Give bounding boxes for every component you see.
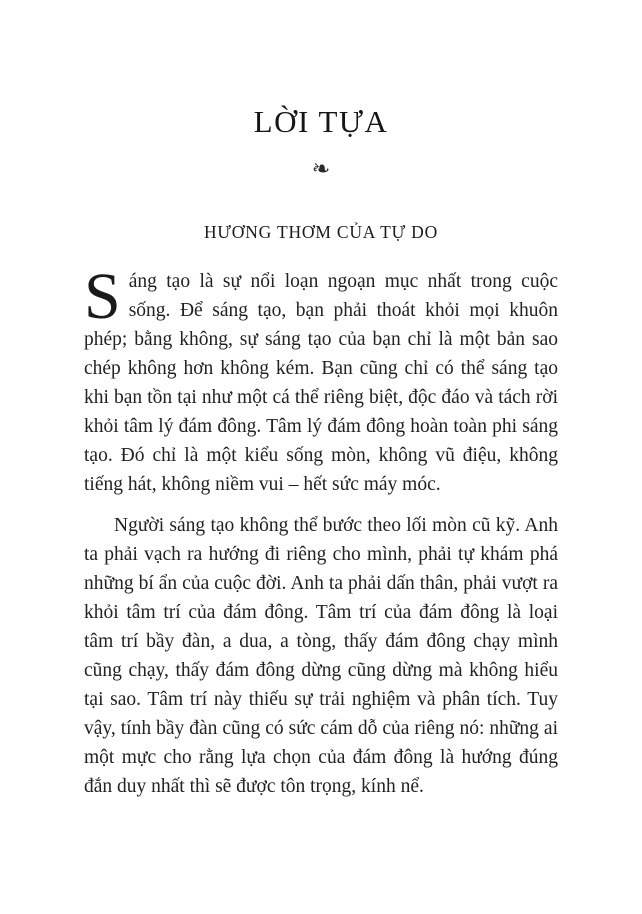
chapter-title: LỜI TỰA (253, 104, 389, 139)
paragraph-1-text: áng tạo là sự nổi loạn ngoạn mục nhất trong cuộc sống. Để sáng tạo, bạn phải thoát khỏi mọi khuôn phép; bằng không, sự sáng tạo của bạn chỉ là một bản sao chép không hơn không kém. Bạn cũng chỉ có thể sáng tạo khi bạn tồn tại như một cá thể riêng biệt, độc đáo và tách rời khỏi tâm lý đám đông. Tâm lý đám đông hoàn toàn phi sáng tạo. Đó chỉ là một kiểu sống mòn, không vũ điệu, không tiếng hát, không niềm vui – hết sức máy móc. (84, 271, 558, 495)
paragraph-1 (84, 260, 558, 499)
paragraph-2-text: Người sáng tạo không thể bước theo lối mòn cũ kỹ. Anh ta phải vạch ra hướng đi riêng cho mình, phải tự khám phá những bí ẩn của cuộc đời. Anh ta phải dấn thân, phải vượt ra khỏi tâm trí của đám đông. Tâm trí của đám đông là loại tâm trí bầy đàn, a dua, a tòng, thấy đám đông chạy mình cũng chạy, thấy đám đông dừng cũng dừng mà không hiểu tại sao. Tâm trí này thiếu sự trải nghiệm và phân tích. Tuy vậy, tính bầy đàn cũng có sức cám dỗ của riêng nó: những ai một mực cho rằng lựa chọn của đám đông là hướng đúng đắn duy nhất thì sẽ được tôn trọng, kính nể. (84, 515, 558, 797)
body-text (84, 260, 558, 801)
paragraph-2 (84, 511, 558, 801)
dropcap-letter: S (84, 260, 121, 333)
fleuron-ornament-icon: ❧ (310, 154, 332, 183)
section-heading: HƯƠNG THƠM CỦA TỰ DO (203, 222, 439, 242)
